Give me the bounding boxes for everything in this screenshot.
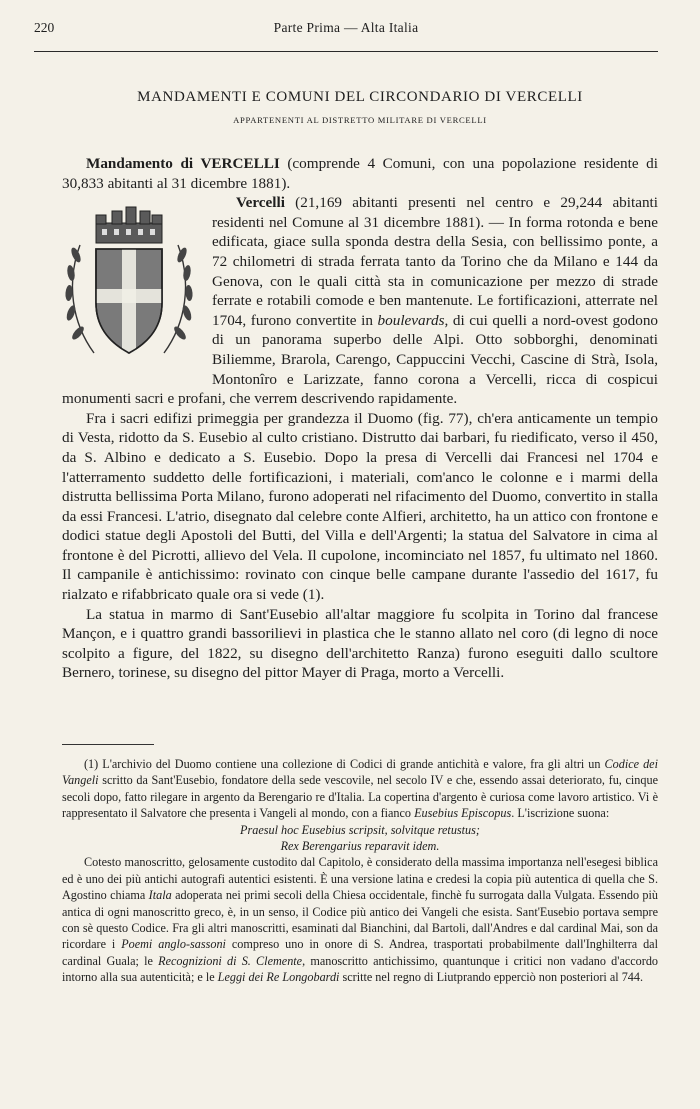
section-title: MANDAMENTI E COMUNI DEL CIRCONDARIO DI VERCELLI	[137, 89, 583, 105]
paragraph-mandamento	[62, 154, 658, 193]
footnote-rule	[62, 744, 154, 745]
footnote2-text-c: compreso uno in onore di S. Andrea, trasportati probabilmente dall'Inghilterra dal cardinal Guala; le	[62, 937, 658, 968]
paragraph-duomo: Fra i sacri edifizi primeggia per grandezza il Duomo (fig. 77), ch'era anticamente un tempio di Vesta, ridotto da S. Eusebio al culto cristiano. Distrutto dai barbari, fu riedificato, verso il 450, da S. Albino e dedicato a S. Eusebio. Dopo la presa di Vercelli dai Francesi nel 1704 e l'atterramento suddetto delle fortificazioni, i materiali, com'anco le colonne e i marmi della distrutta bellissima Porta Milano, furono adoperati nel rifacimento del Duomo, convertito in stalla da essi Francesi. L'atrio, disegnato dal celebre conte Alfieri, architetto, ha un attico con frontone e dodici statue degli Apostoli del Butti, del Villa e dell'Argenti; la statua del Salvatore in cima al frontone è del Picrotti, allievo del Vela. Il cupolone, incominciato nel 1857, fu ultimato nel 1860. Il campanile è antichissimo: rovinato con cinque belle campane durante l'assedio del 1617, fu rialzato e rifabbricato quale ora si vede (1).	[62, 409, 658, 604]
inscription-line-2: Rex Berengarius reparavit idem.	[280, 839, 440, 854]
footnote-archive	[62, 756, 658, 822]
paragraph-statua: La statua in marmo di Sant'Eusebio all'altar maggiore fu scolpita in Torino dal francese Mançon, e i quattro grandi bassorilievi in plastica che le stanno allato nel coro (di legno di noce scolpito a figure, del 1822, su disegno dell'architetto Ranza) furono eseguiti dallo scultore Bernero, torinese, su disegno del pittor Mayer di Praga, morto a Vercelli.	[62, 605, 658, 682]
footnote2-text-b: adoperata nei primi secoli della Chiesa occidentale, finchè fu surrogata dalla Vulgata. Essendo più antica di ogni manoscritto greco, è, in un senso, il Codice più antico dei Vangeli che esista. Sant'Eusebio portava sempre con sè questo Codice. Fra gli altri manoscritti, esaminati dal Bianchini, dal Bartoli, dall'Andres e dal cardinal Mai, son da ricordare i	[62, 888, 658, 952]
running-title: Parte Prima — Alta Italia	[273, 20, 419, 35]
footnote2-italic-3: Recognizioni di S. Clemente	[158, 953, 303, 968]
footnote2-text-a: Cotesto manoscritto, gelosamente custodito dal Capitolo, è considerato della massima importanza nell'esegesi biblica ed è uno dei più antichi autografi autentici esistenti. È una versione latina e credesi la copia più autentica di quella che S. Agostino chiama	[62, 855, 658, 903]
mandamento-text: (comprende 4 Comuni, con una popolazione residente di 30,833 abitanti al 31 dicembre 1881).	[62, 155, 658, 192]
section-subtitle: APPARTENENTI AL DISTRETTO MILITARE DI VERCELLI	[233, 115, 487, 125]
header-rule	[34, 51, 658, 52]
footnote1-italic-1: Codice dei Vangeli	[62, 757, 658, 788]
footnotes	[62, 756, 658, 986]
footnote1-text-a: (1) L'archivio del Duomo contiene una collezione di Codici di grande antichità e valore, fra gli altri un	[84, 757, 605, 771]
vercelli-text-a: (21,169 abitanti presenti nel centro e 29,244 abitanti residenti nel Comune al 31 dicembre 1881). — In forma rotonda e bene edificata, giace sulla sponda destra della Sesia, con bellissimo ponte, a 72 chilometri di strada ferrata tanto da Torino che da Milano e 144 da Genova, con le quali città sta in comunicazione per mezzo di strade ferrate e rotabili comode e ben mantenute. Le fortificazioni, atterrate nel 1704, furono convertite in	[212, 194, 658, 329]
page-number: 220	[34, 20, 55, 35]
footnote1-text-b: scritto da Sant'Eusebio, fondatore della sede vescovile, nel secolo IV e che, essendo assai deteriorato, fu, cinque secoli dopo, fatto rilegare in argento da Berengario re d'Italia. La copertina d'argento è curiosa come lavoro artistico. Vi è rappresentato il Salvatore che presenta i Vangeli al mondo, con a fianco	[62, 773, 658, 821]
footnote2-text-d: , manoscritto antichissimo, quantunque i critici non vadano d'accordo intorno alla sua autenticità; e le	[62, 953, 659, 985]
footnote2-italic-4: Leggi dei Re Longobardi	[217, 970, 340, 985]
coat-of-arms-illustration	[54, 193, 204, 373]
vercelli-text-b: , di cui quelli a nord-ovest godono di un panorama superbo delle Alpi. Otto sobborghi, denominati Biliemme, Brarola, Carengo, Cappuccini Vecchi, Cascine di Strà, Isola, Montonîro e Larizzate, fanno corona a Vercelli, ricca di cospicui monumenti sacri e profani, che verrem descrivendo rapidamente.	[62, 311, 659, 408]
vercelli-lead: Vercelli	[236, 194, 285, 212]
page-header	[34, 20, 658, 40]
vercelli-italic: boulevards	[377, 311, 445, 329]
footnote1-italic-2: Eusebius Episcopus	[414, 806, 512, 821]
footnote2-italic-1: Itala	[148, 888, 172, 903]
footnote-manuscript	[62, 854, 658, 985]
footnote2-italic-2: Poemi anglo-sassoni	[121, 937, 226, 952]
body-text	[62, 154, 658, 683]
footnote1-text-c: . L'iscrizione suona:	[511, 806, 610, 821]
mandamento-lead: Mandamento di VERCELLI	[86, 155, 280, 172]
inscription-line-1: Praesul hoc Eusebius scripsit, solvitque retustus;	[240, 822, 480, 837]
footnote2-text-e: scritte nel regno di Liutprando epperciò non posteriori al 744.	[339, 970, 644, 985]
